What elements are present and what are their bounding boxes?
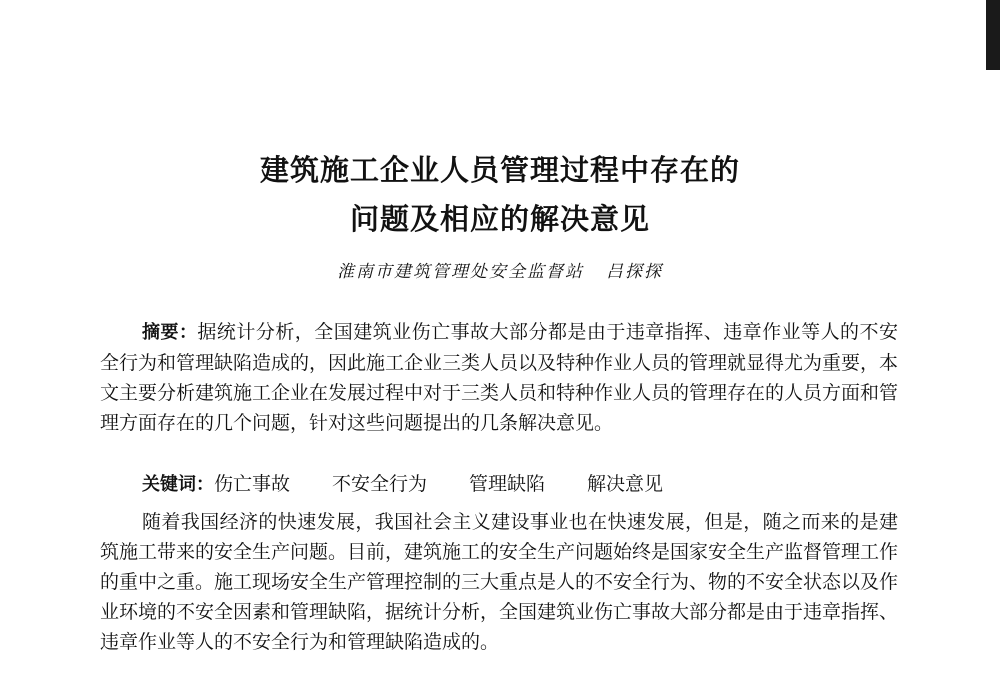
byline <box>0 257 1000 282</box>
affiliation: 淮南市建筑管理处安全监督站 <box>337 262 584 282</box>
abstract-paragraph <box>100 317 898 438</box>
document-title-line-1: 建筑施工企业人员管理过程中存在的 <box>259 153 740 187</box>
keyword: 管理缺陷 <box>469 473 546 495</box>
abstract-text: 据统计分析，全国建筑业伤亡事故大部分都是由于违章指挥、违章作业等人的不安全行为和管理缺陷造成的，因此施工企业三类人员以及特种作业人员的管理就显得尤为重要，本文主要分析建筑施工企业在发展过程中对于三类人员和特种作业人员的管理存在的人员方面和管理方面存在的几个问题，针对这些问题提出的几条解决意见。 <box>100 321 899 434</box>
keyword: 伤亡事故 <box>214 473 291 495</box>
keyword: 不安全行为 <box>332 473 428 495</box>
keywords-label: 关键词： <box>142 474 214 495</box>
page-edge-mark <box>986 0 1000 70</box>
keyword: 解决意见 <box>587 473 664 495</box>
abstract-label: 摘要： <box>142 322 198 343</box>
author: 吕探探 <box>606 262 663 282</box>
intro-paragraph: 随着我国经济的快速发展，我国社会主义建设事业也在快速发展，但是，随之而来的是建筑施工带来的安全生产问题。目前，建筑施工的安全生产问题始终是国家安全生产监督管理工作的重中之重。施工现场安全生产管理控制的三大重点是人的不安全行为、物的不安全状态以及作业环境的不安全因素和管理缺陷，据统计分析，全国建筑业伤亡事故大部分都是由于违章指挥、违章作业等人的不安全行为和管理缺陷造成的。 <box>100 511 898 653</box>
keywords-line <box>142 469 902 500</box>
document-title-line-2: 问题及相应的解决意见 <box>349 202 650 236</box>
